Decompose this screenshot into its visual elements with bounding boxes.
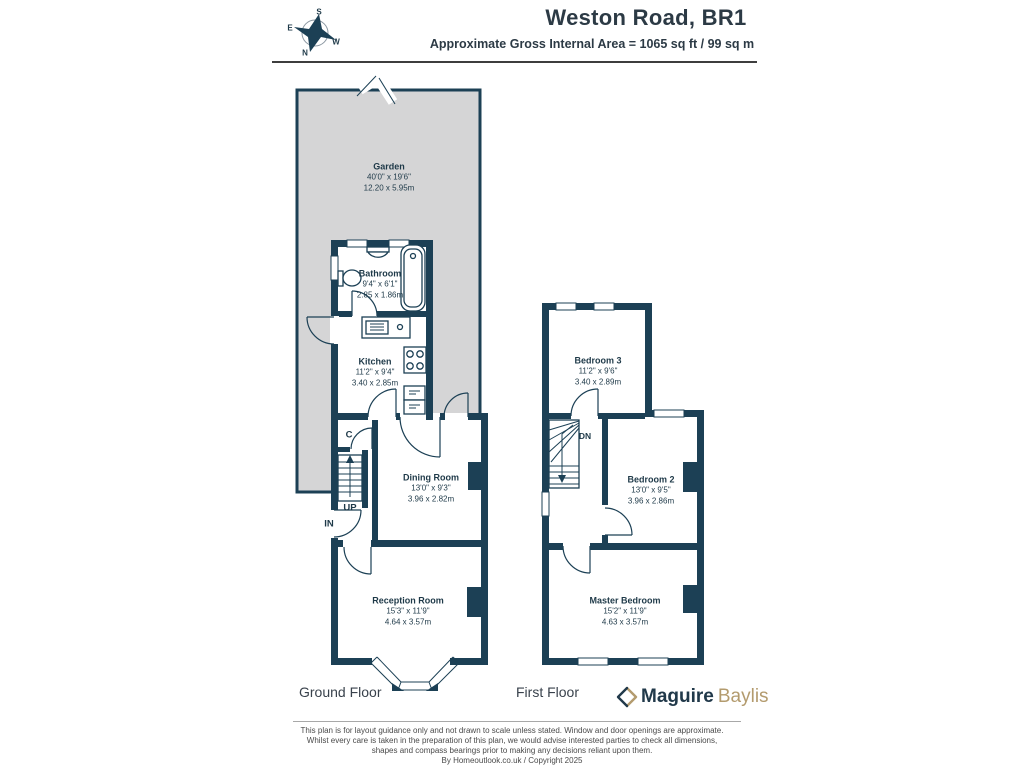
room-dimensions-imperial: 15'2" x 11'9" xyxy=(603,606,647,616)
disclaimer-line: shapes and compass bearings prior to making any decisions reliant upon them. xyxy=(371,746,653,755)
cupboard-label: C xyxy=(345,429,353,441)
room-dimensions-imperial: 11'2" x 9'6" xyxy=(578,366,618,376)
window xyxy=(331,256,338,280)
header-divider xyxy=(272,61,757,63)
window xyxy=(594,303,614,310)
footer-divider xyxy=(293,721,741,722)
room-name: Bedroom 2 xyxy=(627,474,675,485)
room-dimensions-imperial: 15'3" x 11'9" xyxy=(386,606,430,616)
kitchen-label xyxy=(352,356,398,389)
stairs-down-label: DN xyxy=(578,431,592,441)
room-dimensions-imperial: 13'0" x 9'5" xyxy=(631,485,671,495)
bedroom3-label xyxy=(574,355,621,388)
room-dimensions-metric: 3.96 x 2.86m xyxy=(627,496,675,505)
disclaimer xyxy=(286,726,738,766)
garden-label xyxy=(364,161,415,194)
window xyxy=(556,303,576,310)
room-name: Kitchen xyxy=(358,356,392,367)
disclaimer-line: By Homeoutlook.co.uk / Copyright 2025 xyxy=(441,756,583,765)
chimney-breast xyxy=(683,462,697,492)
room-name: Garden xyxy=(373,161,405,172)
chimney-breast xyxy=(467,587,481,617)
bedroom2-label xyxy=(627,474,674,507)
compass-north-label: N xyxy=(302,48,308,58)
room-name: Reception Room xyxy=(372,595,444,606)
ground-floor-label: Ground Floor xyxy=(299,684,382,700)
kitchen-sink-icon xyxy=(362,317,410,338)
room-dimensions-metric: 4.64 x 3.57m xyxy=(384,617,432,626)
logo-name-primary: Maguire xyxy=(641,686,714,707)
room-name: Master Bedroom xyxy=(589,595,661,606)
room-name: Bathroom xyxy=(358,268,402,279)
compass-east-label: E xyxy=(287,23,293,33)
stairs-up-label: UP xyxy=(343,502,357,514)
compass-south-label: S xyxy=(316,7,322,17)
dining-room-label xyxy=(403,472,459,505)
disclaimer-line: Whilst every care is taken in the preparation of this plan, we would advise interested parties to check all dimensions, xyxy=(306,736,718,745)
logo-name-secondary: Baylis xyxy=(717,686,769,707)
chimney-breast xyxy=(468,462,481,490)
compass-icon xyxy=(294,14,336,52)
page-subtitle: Approximate Gross Internal Area = 1065 sq ft / 99 sq m xyxy=(429,37,755,51)
room-dimensions-imperial: 40'0" x 19'6" xyxy=(367,172,411,182)
room-dimensions-metric: 2.85 x 1.86m xyxy=(356,290,404,299)
room-dimensions-imperial: 11'2" x 9'4" xyxy=(355,367,395,377)
master-bedroom-label xyxy=(589,595,660,628)
agency-logo xyxy=(641,686,769,708)
entrance-label: IN xyxy=(324,518,334,530)
first-floor-label: First Floor xyxy=(516,684,579,700)
room-dimensions-imperial: 9'4" x 6'1" xyxy=(362,279,398,289)
reception-room-label xyxy=(372,595,444,628)
room-dimensions-imperial: 13'0" x 9'3" xyxy=(411,483,451,493)
logo-icon xyxy=(618,688,636,706)
hob-icon xyxy=(404,347,426,373)
room-dimensions-metric: 3.40 x 2.85m xyxy=(351,378,399,387)
room-dimensions-metric: 12.20 x 5.95m xyxy=(363,183,415,192)
compass-west-label: W xyxy=(332,37,340,47)
chimney-breast xyxy=(683,585,697,613)
room-dimensions-metric: 3.40 x 2.89m xyxy=(574,377,622,386)
appliance-icons xyxy=(404,386,425,414)
disclaimer-line: This plan is for layout guidance only and not drawn to scale unless stated. Window and door openings are approximate. xyxy=(300,726,724,735)
page-title: Weston Road, BR1 xyxy=(545,5,747,30)
room-name: Bedroom 3 xyxy=(574,355,622,366)
window xyxy=(347,240,367,247)
window xyxy=(654,410,684,417)
room-dimensions-metric: 4.63 x 3.57m xyxy=(601,617,649,626)
bathroom-label xyxy=(357,268,403,301)
window xyxy=(578,658,608,665)
room-dimensions-metric: 3.96 x 2.82m xyxy=(407,494,455,503)
window xyxy=(542,492,549,516)
window xyxy=(638,658,668,665)
bathtub-icon xyxy=(401,245,425,311)
room-name: Dining Room xyxy=(403,472,459,483)
